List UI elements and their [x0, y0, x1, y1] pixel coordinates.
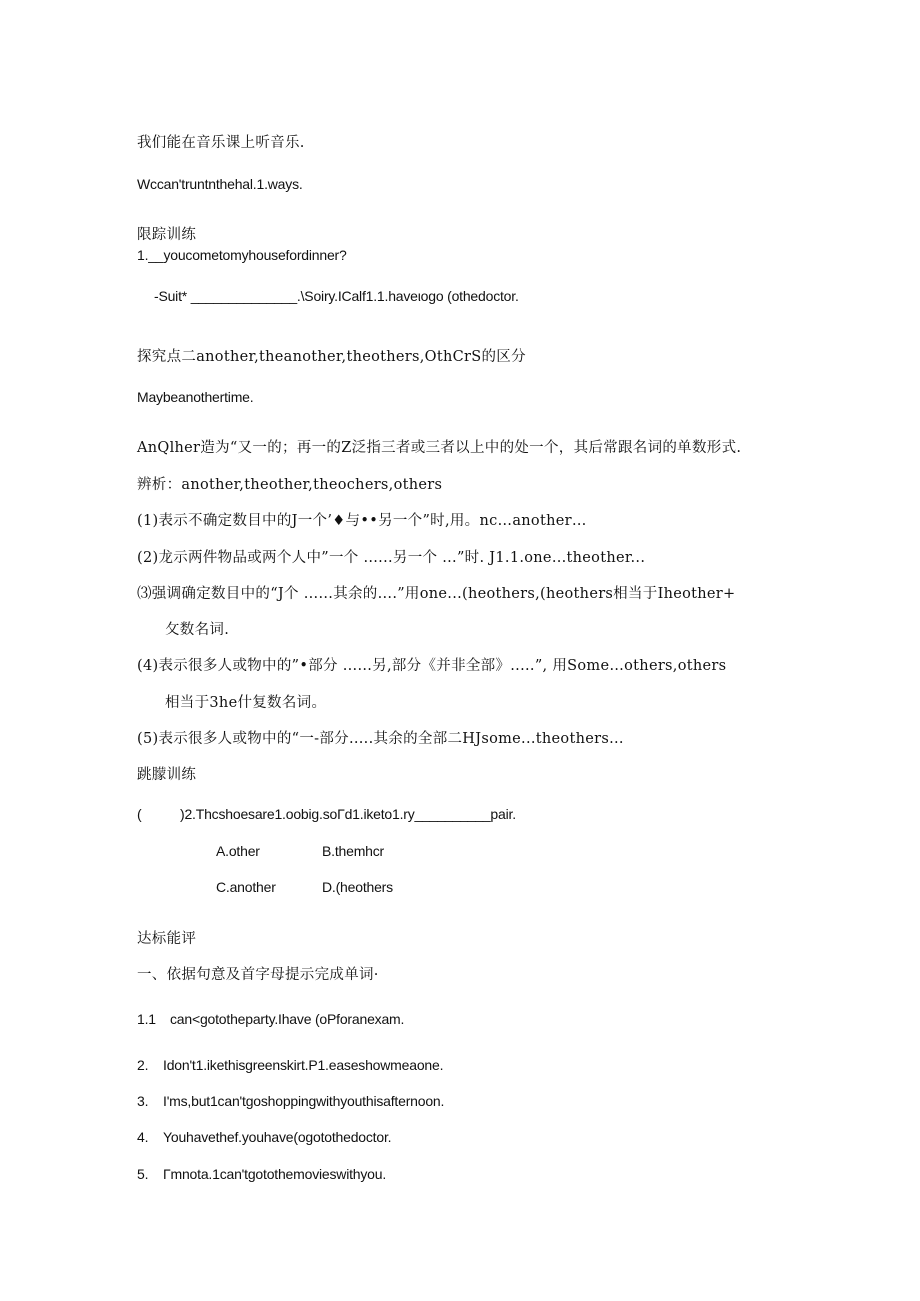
rule-4: (4)表示很多人或物中的”•部分 ......另,部分《并非全部》.....”, 用Some…others,others: [137, 658, 727, 674]
item-4-number: 4.: [137, 1129, 149, 1145]
section-heading-explore: 探究点二another,theanother,theothers,OthCrS的区分: [137, 349, 526, 365]
rule-4-continued: 相当于3he什复数名词。: [165, 695, 327, 711]
rule-5: (5)表示很多人或物中的“一-部分.....其余的全部二HJsome...theothers...: [137, 731, 624, 747]
item-1-text: can<gotothepart‌y.Ihave (oPforanexam.: [170, 1011, 405, 1027]
english-sentence-hallways: Wccan'truntnthehal.1.ways.: [137, 176, 303, 192]
exercise-2-question: )2.Thcshoesare1.oobig.soΓd1.iketo1.ry__________pair.: [180, 806, 516, 822]
rule-3-continued: 攵数名词.: [165, 622, 230, 638]
option-d: D.(heothers: [322, 879, 393, 895]
exercise-1-question: 1.__youcometomyhousefordinner?: [137, 247, 347, 263]
item-5-text: Γmnota.1can'tgotothemovieswithyou.: [163, 1166, 387, 1182]
item-4-text: Youhavethef.youhave(ogotothedoctor.: [163, 1129, 392, 1145]
option-c: C.another: [216, 879, 276, 895]
section-heading-practice: 限踪训练: [137, 227, 197, 243]
option-b: B.themhcr: [322, 843, 384, 859]
part-one-instruction: 一、依据句意及首字母提示完成单词·: [137, 967, 379, 983]
section-heading-drill: 跳朦训练: [137, 767, 197, 783]
item-5-number: 5.: [137, 1166, 149, 1182]
rule-2: (2)龙示两件物品或两个人中”一个 ......另一个 ...”时. J1.1.one...theother...: [137, 550, 646, 566]
chinese-sentence-music: 我们能在音乐课上听音乐.: [137, 135, 305, 151]
rule-1: (1)表示不确定数目中的J一个’♦与••另一个”时,用。nc…another…: [137, 513, 587, 529]
item-2-number: 2.: [137, 1057, 149, 1073]
exercise-2-bracket: (: [137, 806, 142, 822]
distinguish-heading: 辨析：another,theother,theochers,others: [137, 477, 443, 493]
section-heading-assessment: 达标能评: [137, 931, 197, 947]
item-3-number: 3.: [137, 1093, 149, 1109]
rule-3: ⑶强调确定数目中的“J个 ......其余的....”用one...(heothers,(heothers相当于Iheother+: [137, 586, 736, 602]
definition-another: AnQlher造为“又一的；再一的Z泛指三者或三者以上中的处一个，其后常跟名词的单数形式.: [137, 440, 742, 456]
option-a: A.other: [216, 843, 260, 859]
item-2-text: Idon't1.ikethisgreenskirt.P1.easeshowmeaone.: [163, 1057, 444, 1073]
exercise-1-answer: -Suit* ______________.\Soiry.ICalf1.1.haveιogo (othedoctor.: [154, 288, 519, 304]
item-1-number: 1.1: [137, 1011, 156, 1027]
sentence-maybe-another-time: Maybeanothertime.: [137, 389, 254, 405]
item-3-text: I'ms,but1can'tgoshoppingwithyouthisafternoon.: [163, 1093, 445, 1109]
